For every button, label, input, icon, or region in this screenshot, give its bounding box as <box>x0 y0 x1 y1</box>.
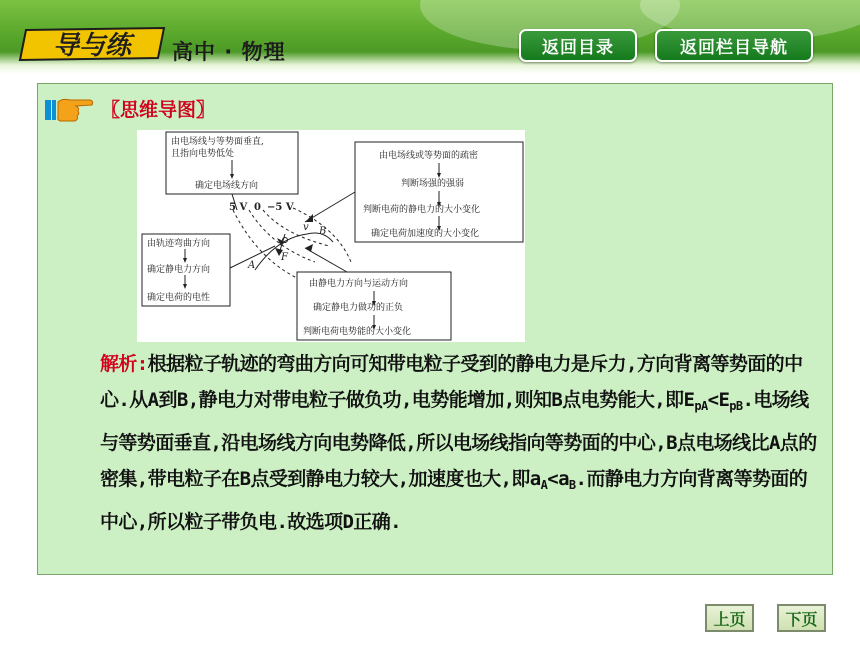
mind-map-heading: 〖思维导图〗 <box>101 99 216 121</box>
analysis-text: 根据粒子轨迹的弯曲方向可知带电粒子受到的静电力是斥力,方向背离等势面的中心.从A到B,静电力对带电粒子做负功,电势能增加,则知B点电势能大,即E <box>100 353 803 412</box>
diagram-text: 且指向电势低处 <box>171 149 235 159</box>
diagram-text: 判断电荷电势能的大小变化 <box>303 327 412 337</box>
subscript: B <box>568 478 576 493</box>
mind-map-diagram <box>137 130 525 342</box>
analysis-text: <a <box>547 468 569 491</box>
diagram-text: 判断电荷的静电力的大小变化 <box>363 205 481 215</box>
diagram-text: 由电场线与等势面垂直, <box>171 137 264 147</box>
analysis-text: .而静电力方向背离等势面的中心,所以粒子带负电.故选项D正确. <box>100 468 808 533</box>
diagram-text: 由电场线或等势面的疏密 <box>379 151 479 161</box>
point-b-label: B <box>319 226 327 237</box>
diagram-text: 确定静电力方向 <box>147 265 211 275</box>
next-page-button[interactable]: 下页 <box>777 604 826 632</box>
diagram-text: 确定电荷加速度的大小变化 <box>371 229 480 239</box>
diagram-text: 判断场强的强弱 <box>401 179 465 189</box>
header-bar <box>0 0 860 74</box>
force-label: F <box>281 252 288 263</box>
potential-label: 5 V <box>229 202 248 213</box>
back-catalog-button[interactable]: 返回目录 <box>519 29 637 62</box>
back-section-nav-button[interactable]: 返回栏目导航 <box>655 29 813 62</box>
analysis-text: .电场线与等势面垂直,沿电场线方向电势降低,所以电场线指向等势面的中心,B点电场线比A点的密集,带电粒子在B点受到静电力较大,加速度也大,即a <box>100 389 817 491</box>
diagram-text: 由静电力方向与运动方向 <box>309 279 409 289</box>
velocity-label: v <box>303 222 309 233</box>
diagram-text: 由轨迹弯曲方向 <box>147 239 211 249</box>
pointing-hand-icon <box>44 94 96 124</box>
subscript: pB <box>729 399 743 414</box>
logo <box>18 26 168 62</box>
diagram-text: 确定静电力做功的正负 <box>313 303 404 313</box>
analysis-text: <E <box>707 389 730 412</box>
subscript: pA <box>694 399 708 414</box>
analysis-paragraph <box>100 346 822 540</box>
point-a-label: A <box>248 260 256 271</box>
diagram-text: 确定电荷的电性 <box>147 293 211 303</box>
potential-label: 0 <box>254 202 261 213</box>
diagram-text: 确定电场线方向 <box>195 181 259 191</box>
subscript: A <box>540 478 548 493</box>
prev-page-button[interactable]: 上页 <box>705 604 754 632</box>
logo-text: 导与练 <box>52 31 132 61</box>
analysis-label: 解析: <box>100 353 148 375</box>
diagram-svg <box>137 130 525 342</box>
potential-label: −5 V <box>267 202 294 213</box>
subject-title: 高中 · 物理 <box>172 40 286 64</box>
